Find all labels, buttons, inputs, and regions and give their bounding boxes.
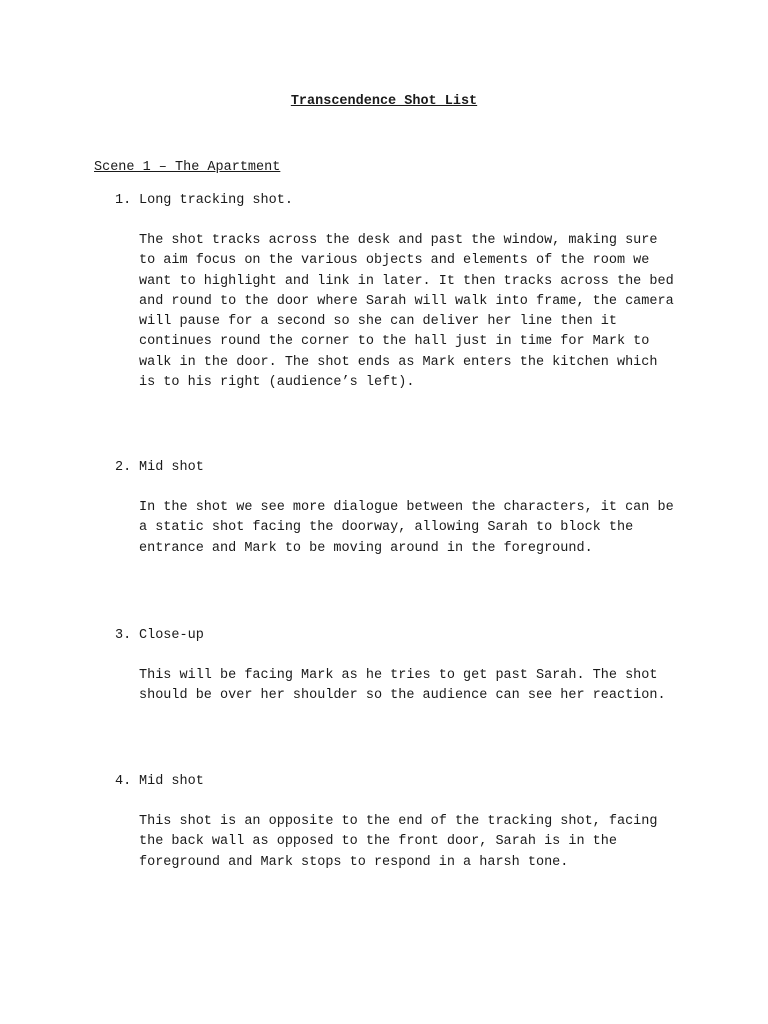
document-title-text: Transcendence Shot List <box>290 94 478 109</box>
shot-header <box>115 772 204 792</box>
document-title <box>0 92 768 112</box>
shot-description: In the shot we see more dialogue between the characters, it can be a static shot facing the doorway, allowing Sarah to block the entrance and Mark to be moving around in the foreground. <box>139 500 674 556</box>
shot-header <box>115 191 293 211</box>
scene-heading: Scene 1 – The Apartment <box>94 160 281 175</box>
shot-description: This will be facing Mark as he tries to get past Sarah. The shot should be over her shoulder so the audience can see her reaction. <box>139 668 666 704</box>
shot-number: 1. <box>115 193 132 208</box>
shot-number: 3. <box>115 628 132 643</box>
shot-type: Long tracking shot. <box>139 193 293 208</box>
shot-description: The shot tracks across the desk and past the window, making sure to aim focus on the various objects and elements of the room we want to highlight and link in later. It then tracks across the bed and round to the door where Sarah will walk into frame, the camera will pause for a second so she can deliver her line then it continues round the corner to the hall just in time for Mark to walk in the door. The shot ends as Mark enters the kitchen which is to his right (audience’s left). <box>139 233 674 391</box>
shot-header <box>115 458 204 478</box>
shot-type: Mid shot <box>139 460 204 475</box>
shot-number: 4. <box>115 774 132 789</box>
shot-header <box>115 626 204 646</box>
shot-description: This shot is an opposite to the end of the tracking shot, facing the back wall as opposed to the front door, Sarah is in the foreground and Mark stops to respond in a harsh tone. <box>139 814 658 870</box>
shot-number: 2. <box>115 460 132 475</box>
shot-type: Mid shot <box>139 774 204 789</box>
shot-type: Close-up <box>139 628 204 643</box>
